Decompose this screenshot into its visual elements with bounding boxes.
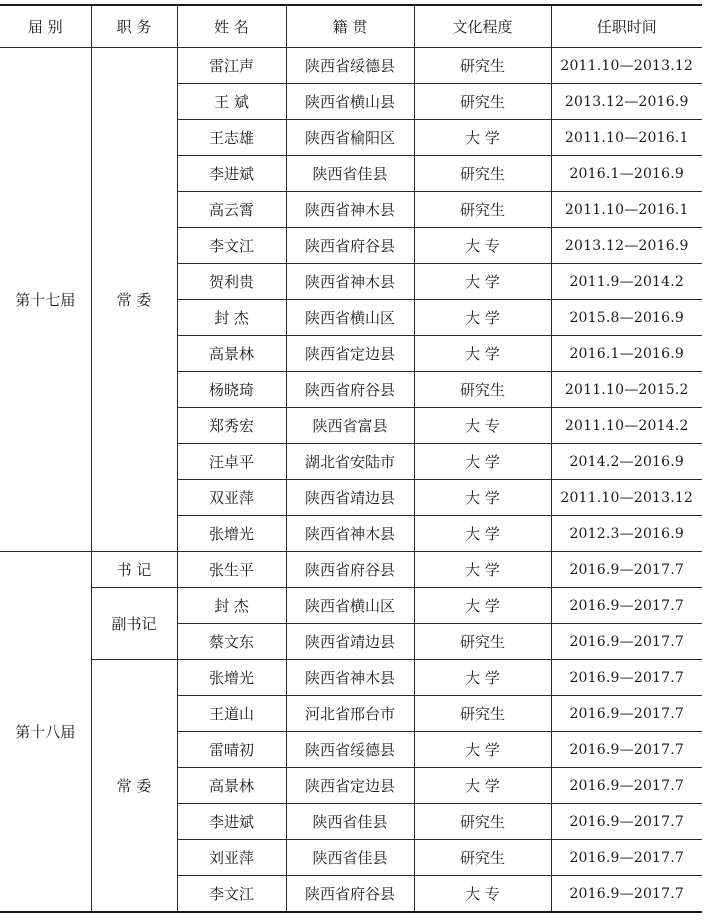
origin-cell: 河北省邢台市	[286, 696, 414, 732]
table-row	[0, 660, 702, 696]
tenure-cell: 2016.9—2017.7	[551, 732, 702, 768]
education-cell: 大 学	[414, 768, 551, 804]
education-cell: 大 学	[414, 120, 551, 156]
name-cell: 封 杰	[177, 588, 286, 624]
tenure-cell: 2016.9—2017.7	[551, 696, 702, 732]
tenure-cell: 2011.10—2014.2	[551, 408, 702, 444]
tenure-cell: 2011.10—2013.12	[551, 48, 702, 84]
position-cell: 书 记	[91, 552, 177, 588]
tenure-cell: 2014.2—2016.9	[551, 444, 702, 480]
origin-cell: 陕西省佳县	[286, 156, 414, 192]
education-cell: 大 学	[414, 264, 551, 300]
origin-cell: 陕西省定边县	[286, 768, 414, 804]
tenure-cell: 2016.9—2017.7	[551, 588, 702, 624]
term-cell: 第十八届	[0, 552, 91, 913]
education-cell: 研究生	[414, 624, 551, 660]
table-header	[0, 5, 702, 48]
name-cell: 刘亚萍	[177, 840, 286, 876]
origin-cell: 陕西省神木县	[286, 192, 414, 228]
name-cell: 高景林	[177, 336, 286, 372]
tenure-cell: 2013.12—2016.9	[551, 228, 702, 264]
origin-cell: 陕西省富县	[286, 408, 414, 444]
education-cell: 研究生	[414, 372, 551, 408]
tenure-cell: 2011.10—2013.12	[551, 480, 702, 516]
education-cell: 大 学	[414, 552, 551, 588]
table-row	[0, 552, 702, 588]
name-cell: 王道山	[177, 696, 286, 732]
origin-cell: 陕西省绥德县	[286, 732, 414, 768]
origin-cell: 陕西省横山县	[286, 84, 414, 120]
education-cell: 大 学	[414, 444, 551, 480]
name-cell: 李进斌	[177, 804, 286, 840]
education-cell: 大 专	[414, 876, 551, 913]
tenure-cell: 2016.9—2017.7	[551, 876, 702, 913]
tenure-cell: 2013.12—2016.9	[551, 84, 702, 120]
education-cell: 大 学	[414, 336, 551, 372]
origin-cell: 陕西省绥德县	[286, 48, 414, 84]
name-cell: 雷晴初	[177, 732, 286, 768]
header-position: 职 务	[91, 5, 177, 48]
name-cell: 张增光	[177, 660, 286, 696]
tenure-cell: 2011.9—2014.2	[551, 264, 702, 300]
header-education: 文化程度	[414, 5, 551, 48]
name-cell: 王 斌	[177, 84, 286, 120]
name-cell: 蔡文东	[177, 624, 286, 660]
name-cell: 李文江	[177, 876, 286, 913]
header-origin: 籍 贯	[286, 5, 414, 48]
education-cell: 大 学	[414, 588, 551, 624]
origin-cell: 陕西省靖边县	[286, 624, 414, 660]
leadership-table	[0, 4, 702, 913]
tenure-cell: 2016.1—2016.9	[551, 156, 702, 192]
position-cell: 副书记	[91, 588, 177, 660]
origin-cell: 陕西省定边县	[286, 336, 414, 372]
origin-cell: 陕西省靖边县	[286, 480, 414, 516]
origin-cell: 陕西省府谷县	[286, 552, 414, 588]
education-cell: 大 专	[414, 408, 551, 444]
name-cell: 双亚萍	[177, 480, 286, 516]
name-cell: 贺利贵	[177, 264, 286, 300]
origin-cell: 陕西省神木县	[286, 516, 414, 552]
tenure-cell: 2011.10—2016.1	[551, 192, 702, 228]
position-cell: 常 委	[91, 48, 177, 552]
name-cell: 郑秀宏	[177, 408, 286, 444]
header-name: 姓 名	[177, 5, 286, 48]
tenure-cell: 2012.3—2016.9	[551, 516, 702, 552]
tenure-cell: 2016.9—2017.7	[551, 840, 702, 876]
origin-cell: 陕西省府谷县	[286, 372, 414, 408]
tenure-cell: 2011.10—2015.2	[551, 372, 702, 408]
education-cell: 研究生	[414, 696, 551, 732]
education-cell: 大 学	[414, 660, 551, 696]
origin-cell: 陕西省横山区	[286, 588, 414, 624]
origin-cell: 陕西省府谷县	[286, 876, 414, 913]
name-cell: 高景林	[177, 768, 286, 804]
tenure-cell: 2016.9—2017.7	[551, 660, 702, 696]
name-cell: 高云霄	[177, 192, 286, 228]
origin-cell: 陕西省佳县	[286, 840, 414, 876]
name-cell: 汪卓平	[177, 444, 286, 480]
tenure-cell: 2016.9—2017.7	[551, 624, 702, 660]
origin-cell: 陕西省神木县	[286, 660, 414, 696]
term-cell: 第十七届	[0, 48, 91, 552]
education-cell: 研究生	[414, 156, 551, 192]
education-cell: 研究生	[414, 840, 551, 876]
tenure-cell: 2011.10—2016.1	[551, 120, 702, 156]
name-cell: 王志雄	[177, 120, 286, 156]
tenure-cell: 2016.9—2017.7	[551, 804, 702, 840]
name-cell: 李文江	[177, 228, 286, 264]
table-row	[0, 48, 702, 84]
header-term: 届 别	[0, 5, 91, 48]
tenure-cell: 2016.1—2016.9	[551, 336, 702, 372]
name-cell: 封 杰	[177, 300, 286, 336]
origin-cell: 陕西省横山区	[286, 300, 414, 336]
table-row	[0, 588, 702, 624]
origin-cell: 湖北省安陆市	[286, 444, 414, 480]
education-cell: 大 学	[414, 732, 551, 768]
education-cell: 研究生	[414, 48, 551, 84]
origin-cell: 陕西省榆阳区	[286, 120, 414, 156]
position-cell: 常 委	[91, 660, 177, 913]
header-row	[0, 5, 702, 48]
origin-cell: 陕西省府谷县	[286, 228, 414, 264]
header-tenure: 任职时间	[551, 5, 702, 48]
education-cell: 大 专	[414, 228, 551, 264]
name-cell: 杨晓琦	[177, 372, 286, 408]
education-cell: 研究生	[414, 84, 551, 120]
education-cell: 大 学	[414, 480, 551, 516]
tenure-cell: 2016.9—2017.7	[551, 552, 702, 588]
origin-cell: 陕西省佳县	[286, 804, 414, 840]
tenure-cell: 2016.9—2017.7	[551, 768, 702, 804]
name-cell: 张增光	[177, 516, 286, 552]
tenure-cell: 2015.8—2016.9	[551, 300, 702, 336]
name-cell: 李进斌	[177, 156, 286, 192]
education-cell: 研究生	[414, 804, 551, 840]
name-cell: 雷江声	[177, 48, 286, 84]
name-cell: 张生平	[177, 552, 286, 588]
origin-cell: 陕西省神木县	[286, 264, 414, 300]
education-cell: 大 学	[414, 516, 551, 552]
table-body	[0, 48, 702, 913]
education-cell: 大 学	[414, 300, 551, 336]
education-cell: 研究生	[414, 192, 551, 228]
